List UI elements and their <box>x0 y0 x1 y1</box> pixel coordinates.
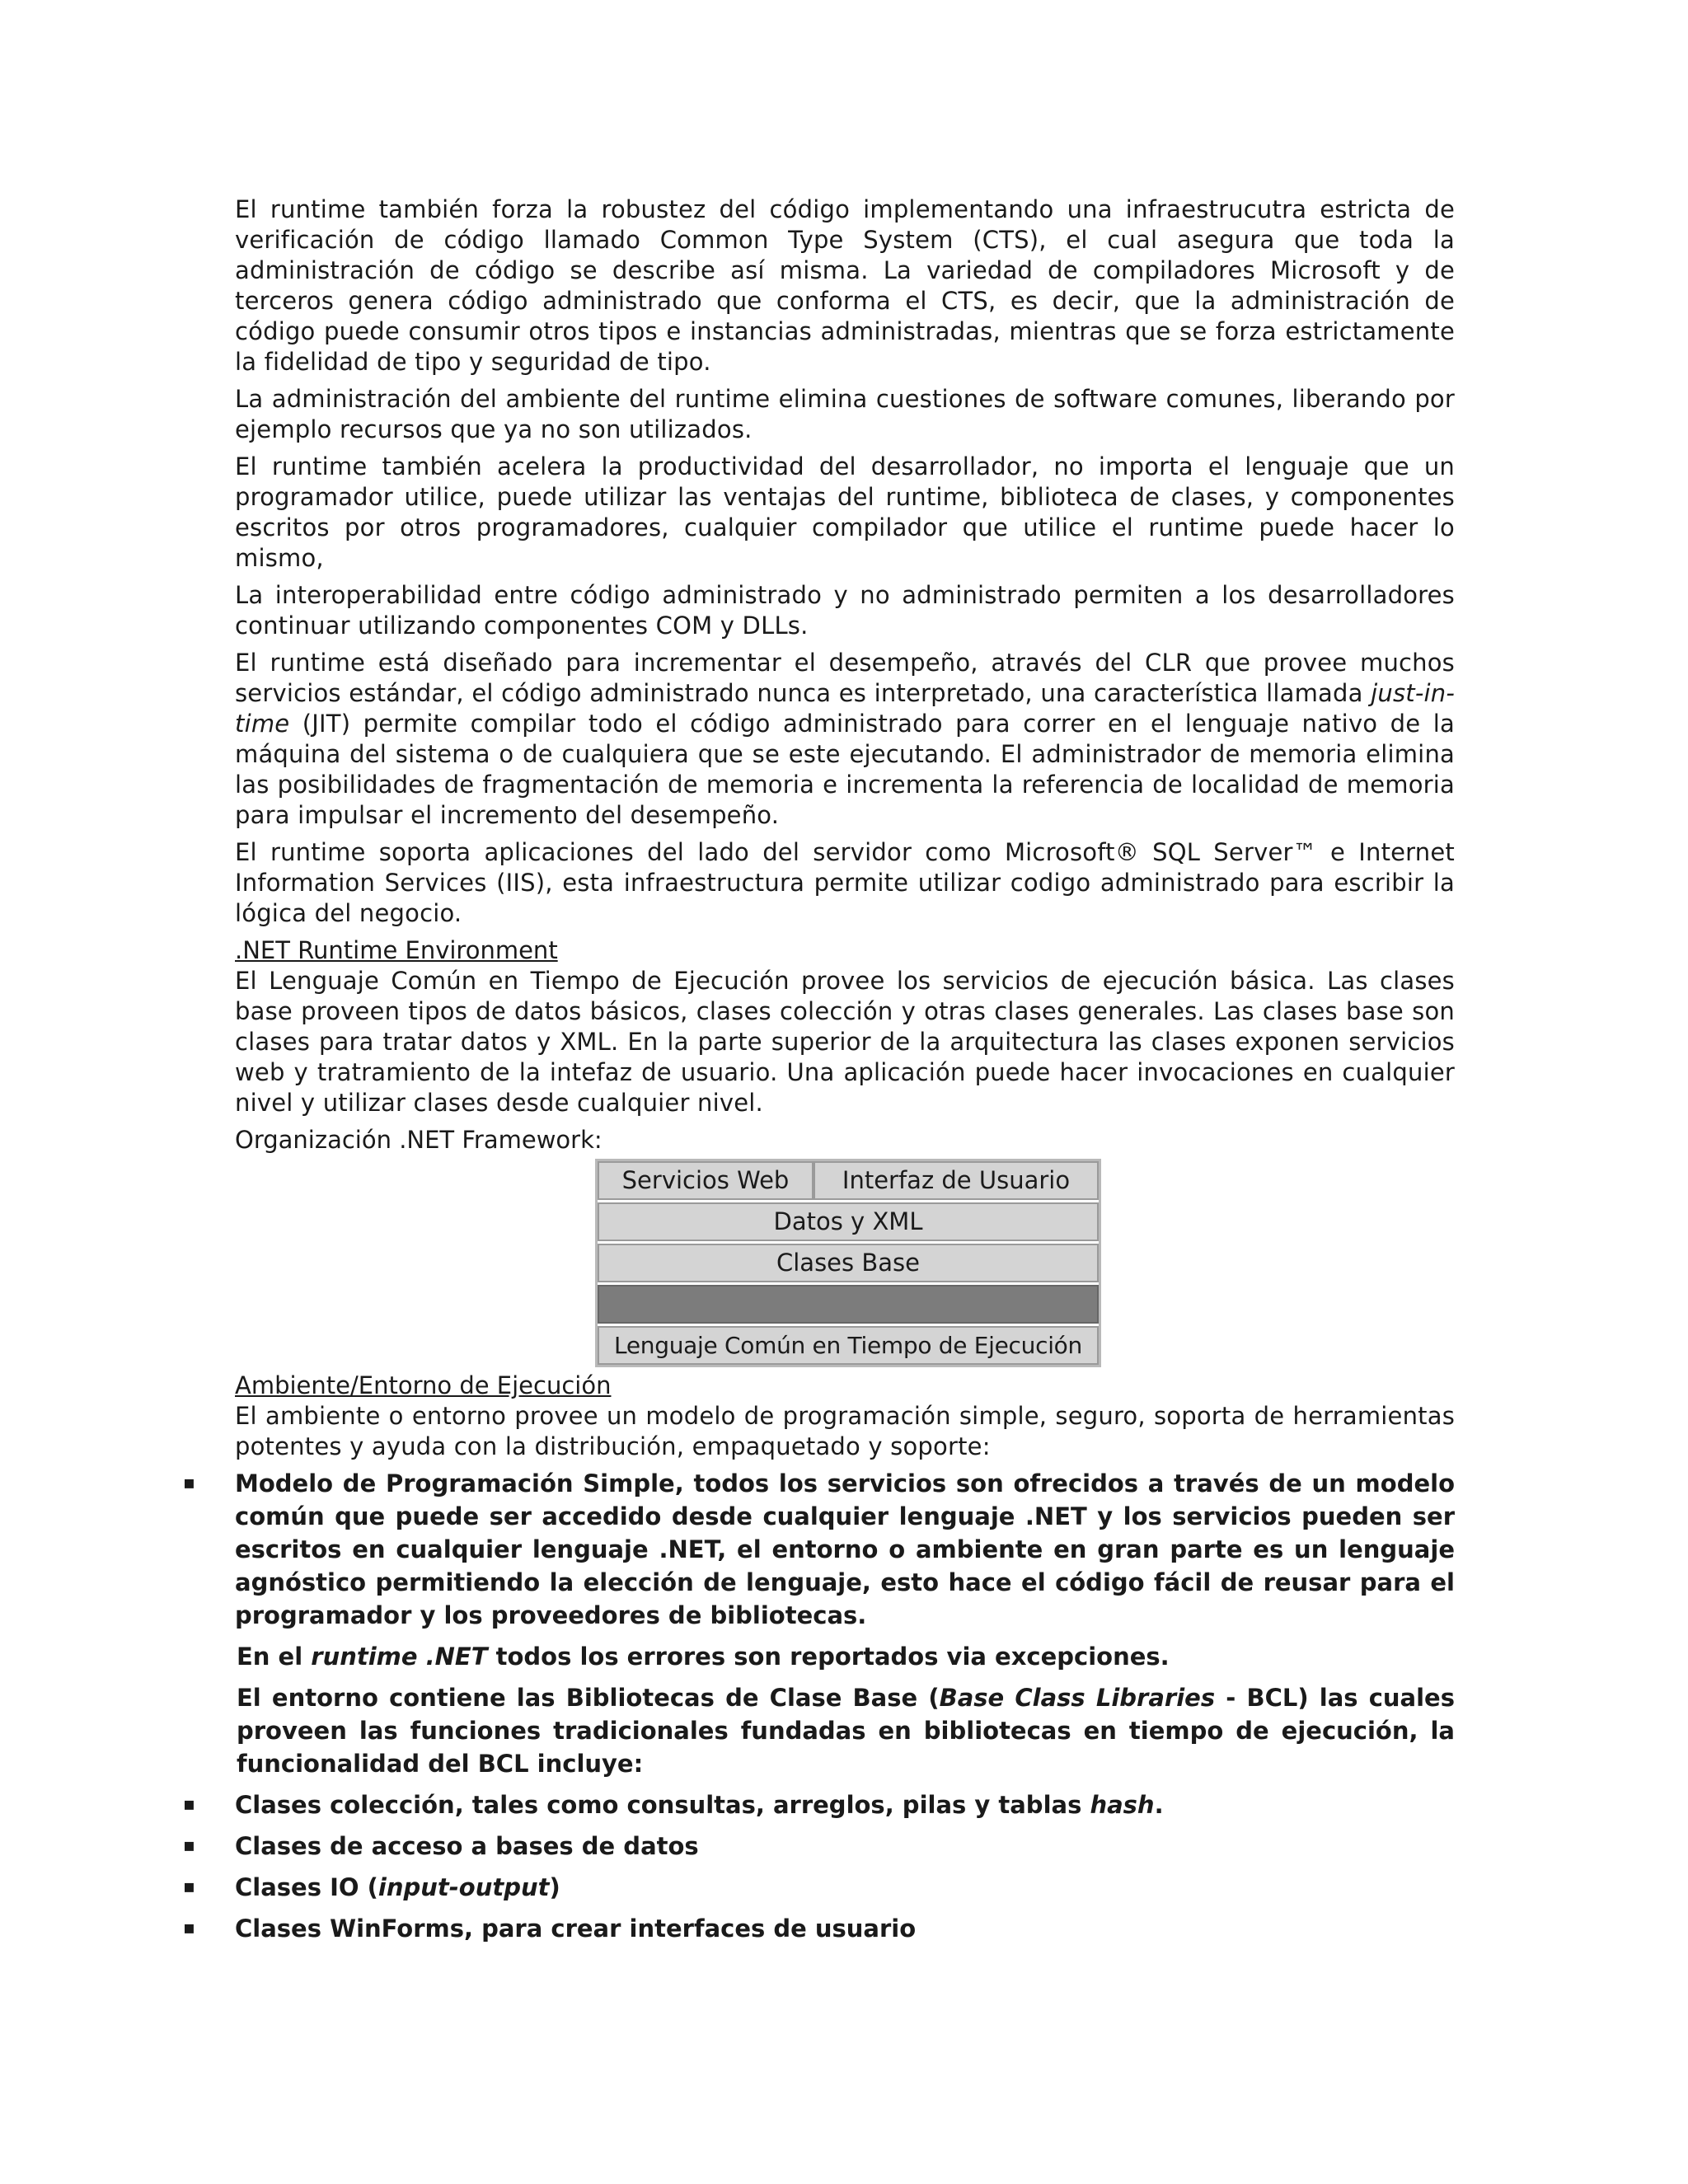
section-heading-execution-environment: Ambiente/Entorno de Ejecución <box>235 1371 612 1399</box>
paragraph-server-apps: El runtime soporta aplicaciones del lado del servidor como Microsoft® SQL Server™ e Internet Information Services (IIS), esta infraestructura permite utilizar codigo administrado para escribir la lógica del negocio. <box>235 838 1455 927</box>
bullet-item-io <box>183 1871 1455 1904</box>
runtime-text-c: todos los errores son reportados via excepciones. <box>487 1643 1170 1671</box>
diagram-cell-web-services: Servicios Web <box>598 1161 814 1200</box>
bullet-square-icon: ▪ <box>183 1918 195 1938</box>
section-heading-runtime-environment: .NET Runtime Environment <box>235 936 558 964</box>
bullet-text-hash: hash <box>1090 1791 1155 1819</box>
bcl-text-c: - BCL) las cuales proveen las funciones tradicionales fundadas en bibliotecas en tiempo de ejecución, la funcionalidad del BCL incluye: <box>237 1684 1455 1778</box>
paragraph-performance-text-c: (JIT) permite compilar todo el código administrado para correr en el lenguaje nativo de la máquina del sistema o de cualquiera que se este ejecutando. El administrador de memoria elimina las posibilidades de fragmentación de memoria e incrementa la referencia de localidad de memoria para impulsar el incremento del desempeño. <box>235 710 1455 829</box>
bullet-text: Clases WinForms, para crear interfaces de usuario <box>235 1915 917 1943</box>
diagram-cell-base-classes: Clases Base <box>598 1244 1099 1282</box>
diagram-title: Organización .NET Framework: <box>235 1126 603 1154</box>
diagram-cell-clr: Lenguaje Común en Tiempo de Ejecución <box>598 1326 1099 1365</box>
document-body <box>183 194 1455 1953</box>
diagram-row-clr <box>598 1324 1099 1365</box>
bcl-term: Base Class Libraries <box>939 1684 1216 1712</box>
diagram-row-blank <box>598 1282 1099 1324</box>
bullet-square-icon: ▪ <box>183 1794 195 1815</box>
paragraph-performance <box>235 648 1455 831</box>
paragraph-interoperability: La interoperabilidad entre código administrado y no administrado permiten a los desarrolladores continuar utilizando componentes COM y DLLs. <box>235 581 1455 640</box>
framework-diagram <box>595 1159 1101 1367</box>
bullet-item-winforms <box>183 1912 1455 1945</box>
bullet-item-collections <box>183 1788 1455 1821</box>
diagram-row-base-classes <box>598 1241 1099 1282</box>
runtime-term: runtime .NET <box>311 1643 488 1671</box>
paragraph-clr-services: El Lenguaje Común en Tiempo de Ejecución provee los servicios de ejecución básica. Las clases base proveen tipos de datos básicos, clases colección y otras clases generales. Las clases base son clases para tratar datos y XML. En la parte superior de la arquitectura las clases exponen servicios web y tratramiento de la intefaz de usuario. Una aplicación puede hacer invocaciones en cualquier nivel y utilizar clases desde cualquier nivel. <box>235 967 1455 1117</box>
bullet-item-database <box>183 1830 1455 1863</box>
diagram-row-top <box>598 1161 1099 1200</box>
bullet-square-icon: ▪ <box>183 1473 195 1493</box>
paragraph-performance-text-a: El runtime está diseñado para incrementar el desempeño, através del CLR que provee muchos servicios estándar, el código administrado nunca es interpretado, una característica llamada <box>235 649 1455 707</box>
bullet-text-c: ) <box>549 1873 560 1901</box>
paragraph-runtime-exceptions <box>237 1640 1455 1673</box>
paragraph-productivity: El runtime también acelera la productividad del desarrollador, no importa el lenguaje que un programador utilice, puede utilizar las ventajas del runtime, biblioteca de clases, y componentes escritos por otros programadores, cualquier compilador que utilice el runtime puede hacer lo mismo, <box>235 452 1455 572</box>
diagram-cell-data-xml: Datos y XML <box>598 1202 1099 1241</box>
bullet-item-simple-model <box>183 1467 1455 1632</box>
bcl-text-a: El entorno contiene las Bibliotecas de Clase Base ( <box>237 1684 940 1712</box>
bullet-text: Modelo de Programación Simple, todos los servicios son ofrecidos a través de un modelo común que puede ser accedido desde cualquier lenguaje .NET y los servicios pueden ser escritos en cualquier lenguaje .NET, el entorno o ambiente en gran parte es un lenguaje agnóstico permitiendo la elección de lenguaje, esto hace el código fácil de reusar para el programador y los proveedores de bibliotecas. <box>235 1469 1455 1629</box>
bullet-text: Clases de acceso a bases de datos <box>235 1832 699 1860</box>
diagram-cell-blank <box>598 1285 1099 1324</box>
runtime-text-a: En el <box>237 1643 312 1671</box>
paragraph-performance-jit-term: just-in-time <box>235 679 1455 738</box>
paragraph-memory-management: La administración del ambiente del runtime elimina cuestiones de software comunes, liberando por ejemplo recursos que ya no son utilizados. <box>235 385 1455 443</box>
diagram-cell-user-interface: Interfaz de Usuario <box>814 1161 1099 1200</box>
bullet-text-c: . <box>1154 1791 1164 1819</box>
bullet-text-a: Clases IO ( <box>235 1873 378 1901</box>
bullet-text-io-term: input-output <box>377 1873 550 1901</box>
bullet-text-a: Clases colección, tales como consultas, arreglos, pilas y tablas <box>235 1791 1090 1819</box>
paragraph-environment: El ambiente o entorno provee un modelo de programación simple, seguro, soporta de herramientas potentes y ayuda con la distribución, empaquetado y soporte: <box>235 1402 1455 1460</box>
diagram-row-data-xml <box>598 1200 1099 1241</box>
paragraph-bcl <box>237 1681 1455 1780</box>
bullet-square-icon: ▪ <box>183 1877 195 1897</box>
paragraph-cts: El runtime también forza la robustez del código implementando una infraestrucutra estricta de verificación de código llamado Common Type System (CTS), el cual asegura que toda la administración de código se describe así misma. La variedad de compiladores Microsoft y de terceros genera código administrado que conforma el CTS, es decir, que la administración de código puede consumir otros tipos e instancias administradas, mientras que se forza estrictamente la fidelidad de tipo y seguridad de tipo. <box>235 195 1455 376</box>
bullet-square-icon: ▪ <box>183 1835 195 1856</box>
